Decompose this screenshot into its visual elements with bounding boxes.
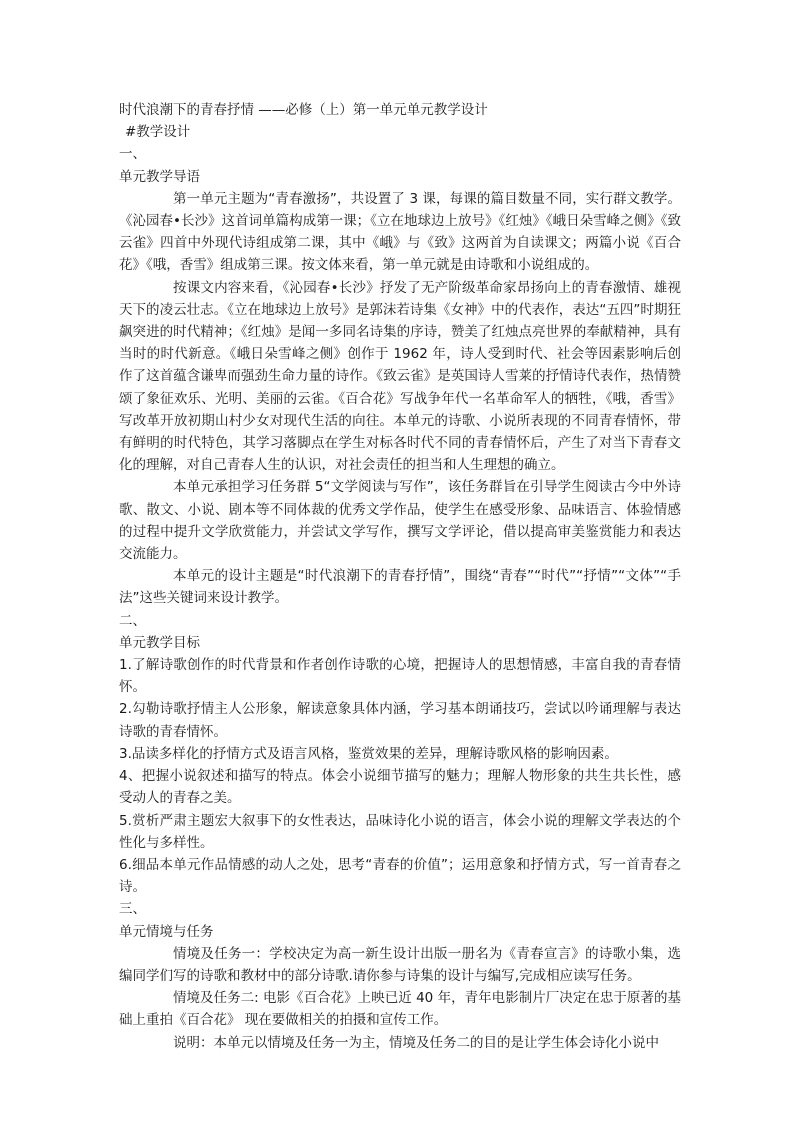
objective-item: 3.品读多样化的抒情方式及语言风格，鉴赏效果的差异，理解诗歌风格的影响因素。 [119,745,618,762]
section-number: 二、 [119,612,146,629]
document-tag: #教学设计 [125,124,191,141]
document-page [119,99,681,1054]
section-number: 一、 [119,146,146,163]
paragraph: 本单元的设计主题是“时代浪潮下的青春抒情”，围绕“青春”“时代”“抒情”“文体”“手法”这些关键词来设计教学。 [119,568,681,607]
paragraph: 按课文内容来看，《沁园春•长沙》抒发了无产阶级革命家昂扬向上的青春激情、雄视天下的凌云壮志。《立在地球边上放号》是郭沫若诗集《女神》中的代表作，表达“五四”时期狂飙突进的时代精神；《红烛》是闻一多同名诗集的序诗，赞美了红烛点亮世界的奉献精神，具有当时的时代新意。《峨日朵雪峰之侧》创作于 1962 年，诗人受到时代、社会等因素影响后创作了这首蕴含谦卑而强劲生命力量的诗作。《致云雀》是英国诗人雪莱的抒情诗代表作，热情赞颂了象征欢乐、光明、美丽的云雀。《百合花》写战争年代一名革命军人的牺牲，《哦，香雪》写改革开放初期山村少女对现代生活的向往。本单元的诗歌、小说所表现的不同青春情怀，带有鲜明的时代特色，其学习落脚点在学生对标各时代不同的青春情怀后，产生了对当下青春文化的理解，对自己青春人生的认识，对社会责任的担当和人生理想的确立。 [119,279,681,474]
section-number: 三、 [119,901,146,918]
objective-item: 2.勾勒诗歌抒情主人公形象，解读意象具体内涵，学习基本朗诵技巧，尝试以吟诵理解与表达诗歌的青春情怀。 [119,701,681,740]
objective-item: 6.细品本单元作品情感的动人之处，思考“青春的价值”；运用意象和抒情方式，写一首青春之诗。 [119,856,681,896]
paragraph: 情境及任务一：学校决定为高一新生设计出版一册名为《青春宣言》的诗歌小集，选编同学们写的诗歌和教材中的部分诗歌.请你参与诗集的设计与编写,完成相应读写任务。 [119,945,681,984]
objective-item: 4、把握小说叙述和描写的特点。体会小说细节描写的魅力；理解人物形象的共生共长性，感受动人的青春之美。 [119,768,681,807]
objective-item: 1.了解诗歌创作的时代背景和作者创作诗歌的心境，把握诗人的思想情感，丰富自我的青春情怀。 [119,657,681,696]
section-heading: 单元教学导语 [119,168,200,185]
section-heading: 单元情境与任务 [119,923,214,940]
document-title: 时代浪潮下的青春抒情 ——必修（上）第一单元单元教学设计 [119,102,488,118]
paragraph: 本单元承担学习任务群 5“文学阅读与写作”，该任务群旨在引导学生阅读古今中外诗歌、散文、小说、剧本等不同体裁的优秀文学作品，使学生在感受形象、品味语言、体验情感的过程中提升文学欣赏能力，并尝试文学写作，撰写文学评论，借以提高审美鉴赏能力和表达交流能力。 [119,479,681,563]
paragraph: 第一单元主题为“青春激扬”，共设置了 3 课，每课的篇目数量不同，实行群文教学。《沁园春•长沙》这首词单篇构成第一课；《立在地球边上放号》《红烛》《峨日朵雪峰之侧》《致云雀》四首中外现代诗组成第二课，其中《峨》与《致》这两首为自读课文；两篇小说《百合花》《哦，香雪》组成第三课。按文体来看，第一单元就是由诗歌和小说组成的。 [119,190,681,274]
paragraph: 情境及任务二: 电影《百合花》上映已近 40 年，青年电影制片厂决定在忠于原著的基础上重拍《百合花》 现在要做相关的拍摄和宣传工作。 [119,990,681,1029]
section-heading: 单元教学目标 [119,634,200,651]
objective-item: 5.赏析严肃主题宏大叙事下的女性表达，品味诗化小说的语言，体会小说的理解文学表达的个性化与多样性。 [119,812,681,851]
paragraph: 说明：本单元以情境及任务一为主，情境及任务二的目的是让学生体会诗化小说中 [173,1034,659,1051]
